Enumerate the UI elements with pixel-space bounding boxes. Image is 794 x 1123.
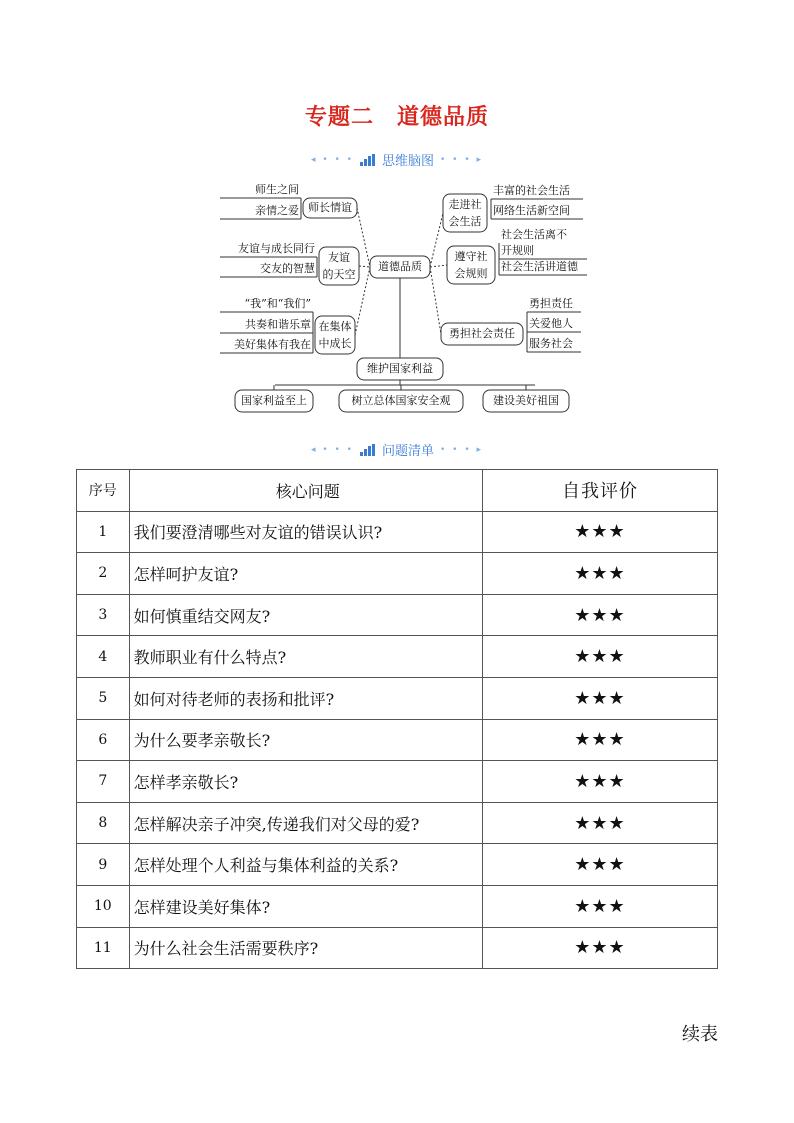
- mind-map: [215, 180, 595, 415]
- cell-rating: ★★★: [483, 553, 718, 595]
- question-heading: [0, 440, 794, 459]
- table-row: [77, 677, 718, 719]
- right-branch-label: 会规则: [454, 267, 488, 280]
- cell-question: 怎样孝亲敬长?: [129, 761, 482, 803]
- header-question: 核心问题: [129, 470, 482, 512]
- left-branch-label: 中成长: [318, 337, 352, 350]
- right-item-label: 网络生活新空间: [493, 204, 570, 217]
- cell-rating: ★★★: [483, 511, 718, 553]
- left-item-label: “我”和“我们”: [244, 297, 311, 310]
- decor-dots-icon: • • • ▸: [440, 444, 484, 455]
- table-row: [77, 802, 718, 844]
- connector-line: [430, 265, 447, 267]
- right-item-label: 社会生活离不: [501, 228, 567, 241]
- connector-line: [430, 267, 441, 334]
- left-branch-label: 师长情谊: [308, 201, 352, 214]
- cell-rating: ★★★: [483, 719, 718, 761]
- left-item-label: 亲情之爱: [255, 204, 299, 217]
- right-branch-label: 走进社: [448, 198, 482, 211]
- right-item-label: 关爱他人: [529, 317, 573, 330]
- cell-rating: ★★★: [483, 844, 718, 886]
- cell-question: 怎样呵护友谊?: [129, 553, 482, 595]
- decor-dots-icon: ◂ • • •: [310, 154, 354, 165]
- cell-no: 6: [77, 719, 130, 761]
- right-branch-label: 遵守社: [454, 250, 488, 263]
- cell-rating: ★★★: [483, 802, 718, 844]
- left-item-label: 友谊与成长同行: [238, 242, 315, 255]
- header-no: 序号: [77, 470, 130, 512]
- right-branch-label: 会生活: [448, 215, 482, 228]
- cell-no: 9: [77, 844, 130, 886]
- cell-question: 为什么社会生活需要秩序?: [129, 927, 482, 969]
- cell-no: 7: [77, 761, 130, 803]
- cell-rating: ★★★: [483, 885, 718, 927]
- cell-no: 10: [77, 885, 130, 927]
- cell-question: 我们要澄清哪些对友谊的错误认识?: [129, 511, 482, 553]
- left-item-label: 师生之间: [255, 183, 299, 196]
- left-item-label: 共奏和谐乐章: [245, 318, 311, 331]
- table-row: [77, 594, 718, 636]
- right-item-label: 开规则: [501, 244, 534, 257]
- mindmap-heading-text: 思维脑图: [381, 154, 434, 169]
- cell-rating: ★★★: [483, 761, 718, 803]
- right-item-label: 社会生活讲道德: [501, 260, 578, 273]
- table-row: [77, 511, 718, 553]
- connector-line: [430, 213, 443, 267]
- cell-no: 2: [77, 553, 130, 595]
- cell-question: 怎样解决亲子冲突,传递我们对父母的爱?: [129, 802, 482, 844]
- table-row: [77, 553, 718, 595]
- center-node-label: 道德品质: [378, 260, 422, 273]
- cell-no: 3: [77, 594, 130, 636]
- connector-line: [359, 266, 370, 267]
- question-table: [76, 469, 718, 969]
- cell-rating: ★★★: [483, 594, 718, 636]
- table-row: [77, 636, 718, 678]
- cell-no: 11: [77, 927, 130, 969]
- table-row: [77, 885, 718, 927]
- cell-question: 教师职业有什么特点?: [129, 636, 482, 678]
- decor-dots-icon: • • • ▸: [440, 154, 484, 165]
- bottom-item-label: 国家利益至上: [241, 394, 307, 407]
- table-header-row: [77, 470, 718, 512]
- cell-no: 4: [77, 636, 130, 678]
- table-row: [77, 761, 718, 803]
- cell-no: 8: [77, 802, 130, 844]
- table-row: [77, 844, 718, 886]
- table-row: [77, 927, 718, 969]
- left-branch-label: 在集体: [318, 320, 352, 333]
- cell-question: 为什么要孝亲敬长?: [129, 719, 482, 761]
- header-rating: 自我评价: [483, 470, 718, 512]
- cell-rating: ★★★: [483, 677, 718, 719]
- cell-question: 如何对待老师的表扬和批评?: [129, 677, 482, 719]
- right-item-label: 勇担责任: [529, 297, 573, 310]
- bar-chart-icon: [360, 154, 376, 166]
- cell-no: 5: [77, 677, 130, 719]
- left-item-label: 交友的智慧: [260, 262, 315, 275]
- cell-question: 怎样处理个人利益与集体利益的关系?: [129, 844, 482, 886]
- bar-chart-icon: [360, 444, 376, 456]
- right-item-label: 丰富的社会生活: [493, 184, 570, 197]
- cell-question: 怎样建设美好集体?: [129, 885, 482, 927]
- cell-rating: ★★★: [483, 927, 718, 969]
- table-row: [77, 719, 718, 761]
- bottom-node-label: 维护国家利益: [367, 362, 433, 375]
- bottom-item-label: 建设美好祖国: [493, 394, 559, 407]
- right-branch-label: 勇担社会责任: [449, 327, 515, 340]
- left-branch-label: 友谊: [328, 251, 350, 264]
- cell-no: 1: [77, 511, 130, 553]
- continued-label: 续表: [682, 1024, 718, 1045]
- right-item-label: 服务社会: [529, 337, 573, 350]
- bottom-item-label: 树立总体国家安全观: [351, 394, 451, 407]
- left-branch-label: 的天空: [322, 268, 356, 281]
- left-item-label: 美好集体有我在: [234, 338, 311, 351]
- question-heading-text: 问题清单: [381, 444, 434, 459]
- cell-rating: ★★★: [483, 636, 718, 678]
- mindmap-heading: [0, 150, 794, 169]
- page-title: 专题二 道德品质: [304, 105, 489, 130]
- decor-dots-icon: ◂ • • •: [310, 444, 354, 455]
- cell-question: 如何慎重结交网友?: [129, 594, 482, 636]
